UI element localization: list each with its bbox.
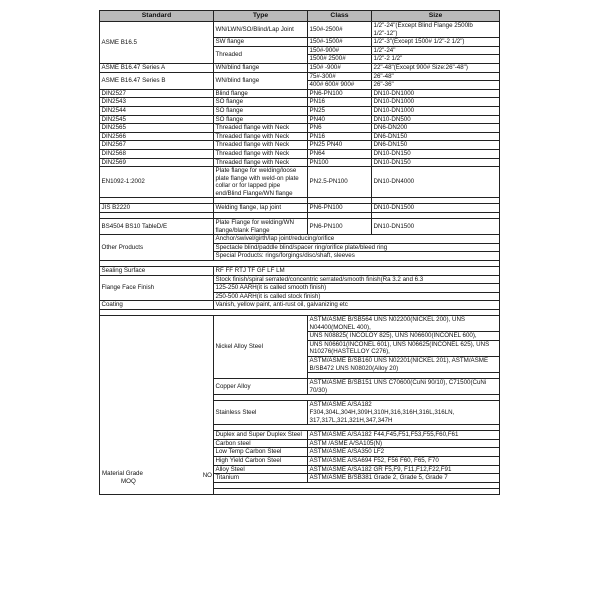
table-row — [100, 115, 500, 124]
material-group: Nickel Alloy Steel — [214, 316, 308, 379]
sealing-value: RF FF RTJ TF GF LF LM — [214, 267, 500, 276]
flange-spec-sheet — [99, 10, 499, 495]
class-cell: 150#-900# — [308, 46, 372, 55]
material-group: Duplex and Super Duplex Steel — [214, 431, 308, 440]
material-group: Copper Alloy — [214, 379, 308, 395]
table-row — [100, 63, 500, 72]
header-standard: Standard — [100, 11, 214, 22]
size-cell: DN6-DN150 — [372, 132, 500, 141]
material-spec: UNS N08825( INCOLOY 825), UNS N06600(INCONEL 600), — [308, 332, 500, 341]
size-cell: DN10-DN500 — [372, 115, 500, 124]
material-spec: UNS N06601(INCONEL 601), UNS N06625(INCONEL 625), UNS N10276(HASTELLOY C276), — [308, 340, 500, 356]
class-cell: PN25 — [308, 106, 372, 115]
type-cell: Threaded flange with Neck — [214, 158, 308, 167]
size-cell: 1/2"-3"(Except 1500# 1/2"-2 1/2") — [372, 38, 500, 47]
other-products-label: Other Products — [100, 235, 214, 261]
standard-cell: DIN2527 — [100, 89, 214, 98]
standard-cell: DIN2565 — [100, 124, 214, 133]
table-row — [100, 132, 500, 141]
moq-text: MOQ — [121, 478, 136, 485]
coating-label: Coating — [100, 301, 214, 310]
class-cell: 75#-300# — [308, 72, 372, 81]
standard-cell: DIN2566 — [100, 132, 214, 141]
standard-cell: ASME B16.5 — [100, 22, 214, 64]
class-cell: PN6 — [308, 124, 372, 133]
standard-cell: DIN2568 — [100, 149, 214, 158]
material-spec: ASTM/ASME A/SA182 GR F5,F9, F11,F12,F22,F91 — [308, 465, 500, 474]
size-cell: DN10-DN1500 — [372, 204, 500, 213]
size-cell: DN10-DN1000 — [372, 89, 500, 98]
type-cell: SO flange — [214, 98, 308, 107]
type-cell: WN/blind flange — [214, 72, 308, 89]
size-cell: DN10-DN4000 — [372, 167, 500, 198]
class-cell: PN2.5-PN100 — [308, 167, 372, 198]
class-cell: PN6-PN100 — [308, 204, 372, 213]
class-cell: PN40 — [308, 115, 372, 124]
size-cell: DN10-DN150 — [372, 149, 500, 158]
material-group: Carbon steel — [214, 439, 308, 448]
type-cell: SW flange — [214, 38, 308, 47]
table-row — [100, 219, 500, 235]
standard-cell: ASME B16.47 Series B — [100, 72, 214, 89]
table-row — [100, 141, 500, 150]
type-cell: WN/blind flange — [214, 63, 308, 72]
type-cell: Plate Flange for welding/WN flange/blank Flange — [214, 219, 308, 235]
material-spec: ASTM/ASME B/SB160 UNS N02201(NICKEL 201), ASTM/ASME B/SB472 UNS N08020(Alloy 20) — [308, 356, 500, 372]
size-cell: 1/2"-24"(Except Blind Flange 2500lb 1/2"-12") — [372, 22, 500, 38]
class-cell: PN64 — [308, 149, 372, 158]
table-row — [100, 106, 500, 115]
type-cell: Welding flange, lap joint — [214, 204, 308, 213]
class-cell: PN16 — [308, 132, 372, 141]
finish-line: 125-250 AARH(it is called smooth finish) — [214, 284, 500, 293]
size-cell: 26"-48" — [372, 72, 500, 81]
type-cell: SO flange — [214, 106, 308, 115]
class-cell: PN16 — [308, 98, 372, 107]
header-row — [100, 11, 500, 22]
standard-cell: DIN2545 — [100, 115, 214, 124]
table-row — [100, 98, 500, 107]
size-cell: DN10-DN1000 — [372, 106, 500, 115]
size-cell: DN6-DN200 — [372, 124, 500, 133]
standard-cell: DIN2543 — [100, 98, 214, 107]
type-cell: SO flange — [214, 115, 308, 124]
type-cell: Plate flange for welding/loose plate flange with weld-on plate collar or for lapped pipe end/Blind Flange/WN flange — [214, 167, 308, 198]
table-row — [100, 124, 500, 133]
standard-cell: ASME B16.47 Series A — [100, 63, 214, 72]
class-cell: PN25 PN40 — [308, 141, 372, 150]
other-products-line: Special Products: rings/forgings/disc/shaft, sleeves — [214, 252, 500, 261]
class-cell: PN6-PN100 — [308, 219, 372, 235]
table-row — [100, 275, 500, 284]
table-row — [100, 149, 500, 158]
standard-cell: DIN2569 — [100, 158, 214, 167]
class-cell: 400# 600# 900# — [308, 81, 372, 90]
other-products-line: Spectacle blind/paddle blind/spacer ring/orifice plate/bleed ring — [214, 243, 500, 252]
material-group: Stainless Steel — [214, 401, 308, 425]
material-group: Low Temp Carbon Steel — [214, 448, 308, 457]
table-row — [100, 267, 500, 276]
class-cell: 150#-2500# — [308, 22, 372, 38]
type-cell: Threaded flange with Neck — [214, 149, 308, 158]
class-cell: PN6-PN100 — [308, 89, 372, 98]
size-cell: DN6-DN150 — [372, 141, 500, 150]
standard-cell: JIS B2220 — [100, 204, 214, 213]
header-size: Size — [372, 11, 500, 22]
standard-cell: EN1092-1:2002 — [100, 167, 214, 198]
size-cell: DN10-DN150 — [372, 158, 500, 167]
header-type: Type — [214, 11, 308, 22]
material-group: High Yield Carbon Steel — [214, 456, 308, 465]
table-row — [100, 204, 500, 213]
class-cell: 150#-1500# — [308, 38, 372, 47]
coating-value: Vanish, yellow paint, anti-rust oil, galvanizing etc — [214, 301, 500, 310]
other-products-line: Anchor/swivel/girth/lap joint/reducing/orifice — [214, 235, 500, 244]
header-class: Class — [308, 11, 372, 22]
material-spec: ASTM/ASME A/SA182 F304,304L,304H,309H,310H,316,316H,316L,316LN, 317,317L,321,321H,347,347H — [308, 401, 500, 425]
type-cell: Threaded — [214, 46, 308, 63]
size-cell: DN10-DN1000 — [372, 98, 500, 107]
standard-cell: DIN2567 — [100, 141, 214, 150]
size-cell: 26"-36" — [372, 81, 500, 90]
material-spec: ASTM/ASME A/SA350 LF2 — [308, 448, 500, 457]
size-cell: 1/2"-24" — [372, 46, 500, 55]
material-spec: ASTM/ASME B/SB381 Grade 2, Grade 5, Grade 7 — [308, 474, 500, 483]
type-cell: Threaded flange with Neck — [214, 124, 308, 133]
type-cell: WN/LWN/SO/Blind/Lap Joint — [214, 22, 308, 38]
table-row — [100, 72, 500, 81]
finish-label: Flange Face Finish — [100, 275, 214, 301]
class-cell: PN100 — [308, 158, 372, 167]
no-text: NO — [202, 472, 212, 479]
table-row — [100, 167, 500, 198]
spec-table — [99, 10, 500, 495]
class-cell: 1500# 2500# — [308, 55, 372, 64]
material-spec: ASTM/ASME B/SB151 UNS C70600(CuNi 90/10), C71500(CuNi 70/30) — [308, 379, 500, 395]
type-cell: Threaded flange with Neck — [214, 141, 308, 150]
material-grade-label — [100, 316, 214, 495]
type-cell: Blind flange — [214, 89, 308, 98]
table-row — [100, 301, 500, 310]
table-row — [100, 22, 500, 38]
size-cell: DN10-DN1500 — [372, 219, 500, 235]
type-cell: Threaded flange with Neck — [214, 132, 308, 141]
material-spec: ASTM/ASME A/SA182 F44,F45,F51,F53,F55,F60,F61 — [308, 431, 500, 440]
class-cell: 150# -900# — [308, 63, 372, 72]
table-row — [100, 158, 500, 167]
material-spec: ASTM /ASME A/SA105(N) — [308, 439, 500, 448]
material-group: Titanium — [214, 474, 308, 483]
finish-line: 250-500 AARH(it is called stock finish) — [214, 292, 500, 301]
material-spec: ASTM/ASME B/SB564 UNS N02200(NICKEL 200), UNS N04400(MONEL 400), — [308, 316, 500, 332]
standard-cell: BS4504 BS10 TableD/E — [100, 219, 214, 235]
material-grade-text: Material Grade — [102, 470, 143, 477]
material-spec: ASTM/ASME A/SA694 F52, F56 F60, F65, F70 — [308, 456, 500, 465]
sealing-label: Sealing Surface — [100, 267, 214, 276]
table-row — [100, 235, 500, 244]
material-group: Alloy Steel — [214, 465, 308, 474]
size-cell: 1/2"-2 1/2" — [372, 55, 500, 64]
table-row — [100, 89, 500, 98]
standard-cell: DIN2544 — [100, 106, 214, 115]
table-row — [100, 316, 500, 332]
size-cell: 22"-48"(Except 900# Size:26"-48") — [372, 63, 500, 72]
finish-line: Stock finish/spiral serrated/concentric serrated/smooth finish(Ra 3.2 and 6.3 — [214, 275, 500, 284]
